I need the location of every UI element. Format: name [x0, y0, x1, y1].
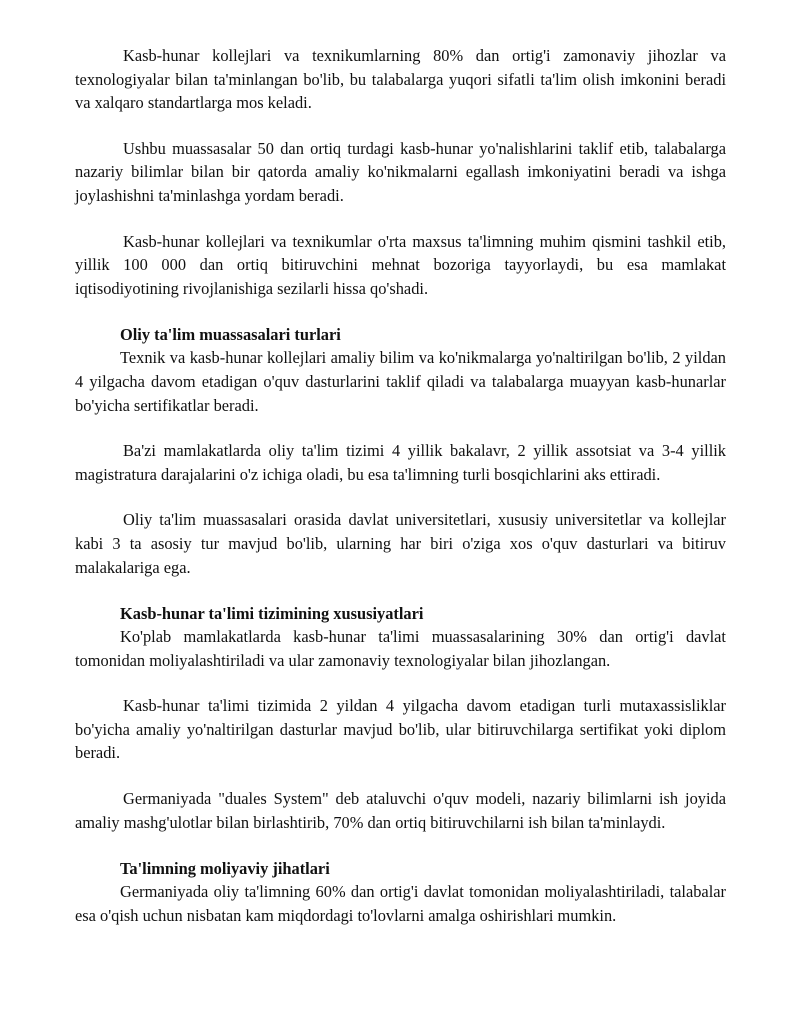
paragraph-dual-system: Germaniyada "duales System" deb ataluvchi o'quv modeli, nazariy bilimlarni ish joyida amaliy mashg'ulotlar bilan birlashtirib, 70% dan ortiq bitiruvchilarni ish bilan ta'minlaydi.: [75, 789, 726, 832]
paragraph-specialization-programs: Kasb-hunar ta'limi tizimida 2 yildan 4 yilgacha davom etadigan turli mutaxassisliklar bo'yicha amaliy yo'naltirilgan dasturlar mavjud bo'lib, ular bitiruvchilarga sertifikat yoki diplom beradi.: [75, 696, 726, 763]
section-heading-financial-aspects: Ta'limning moliyaviy jihatlari: [120, 859, 330, 879]
section-heading-vocational-system-features: Kasb-hunar ta'limi tizimining xususiyatlari: [120, 604, 424, 624]
section-heading-higher-education-types: Oliy ta'lim muassasalari turlari: [120, 325, 341, 345]
paragraph-institution-types: Oliy ta'lim muassasalari orasida davlat universitetlari, xususiy universitetlar va kollejlar kabi 3 ta asosiy tur mavjud bo'lib, ularning har biri o'ziga xos o'quv dasturlari va bitiruv malakalariga ega.: [75, 510, 726, 577]
paragraph-college-equipment: Kasb-hunar kollejlari va texnikumlarning 80% dan ortig'i zamonaviy jihozlar va texnologiyalar bilan ta'minlangan bo'lib, bu talabalarga yuqori sifatli ta'lim olish imkonini beradi va xalqaro standartlarga mos keladi.: [75, 46, 726, 113]
paragraph-technical-colleges: Texnik va kasb-hunar kollejlari amaliy bilim va ko'nikmalarga yo'naltirilgan bo'lib, 2 yildan 4 yilgacha davom etadigan o'quv dasturlarini taklif qiladi va talabalarga muayyan kasb-hunarlar bo'yicha sertifikatlar beradi.: [75, 348, 726, 415]
document-page: [75, 44, 726, 927]
paragraph-state-funding: Ko'plab mamlakatlarda kasb-hunar ta'limi muassasalarining 30% dan ortig'i davlat tomonidan moliyalashtiriladi va ular zamonaviy texnologiyalar bilan jihozlangan.: [75, 627, 726, 670]
paragraph-degree-levels: Ba'zi mamlakatlarda oliy ta'lim tizimi 4 yillik bakalavr, 2 yillik assotsiat va 3-4 yillik magistratura darajalarini o'z ichiga oladi, bu esa ta'limning turli bosqichlarini aks ettiradi.: [75, 441, 726, 484]
paragraph-vocational-directions: Ushbu muassasalar 50 dan ortiq turdagi kasb-hunar yo'nalishlarini taklif etib, talabalarga nazariy bilimlar bilan bir qatorda amaliy ko'nikmalarni egallash imkoniyatini beradi va ishga joylashishni ta'minlashga yordam beradi.: [75, 138, 726, 205]
paragraph-graduates-labor-market: Kasb-hunar kollejlari va texnikumlar o'rta maxsus ta'limning muhim qismini tashkil etib, yillik 100 000 dan ortiq bitiruvchini mehnat bozoriga tayyorlaydi, bu esa mamlakat iqtisodiyotining rivojlanishiga sezilarli hissa qo'shadi.: [75, 231, 726, 298]
paragraph-germany-funding: Germaniyada oliy ta'limning 60% dan ortig'i davlat tomonidan moliyalashtiriladi, talabalar esa o'qish uchun nisbatan kam miqdordagi to'lovlarni amalga oshirishlari mumkin.: [75, 882, 726, 925]
